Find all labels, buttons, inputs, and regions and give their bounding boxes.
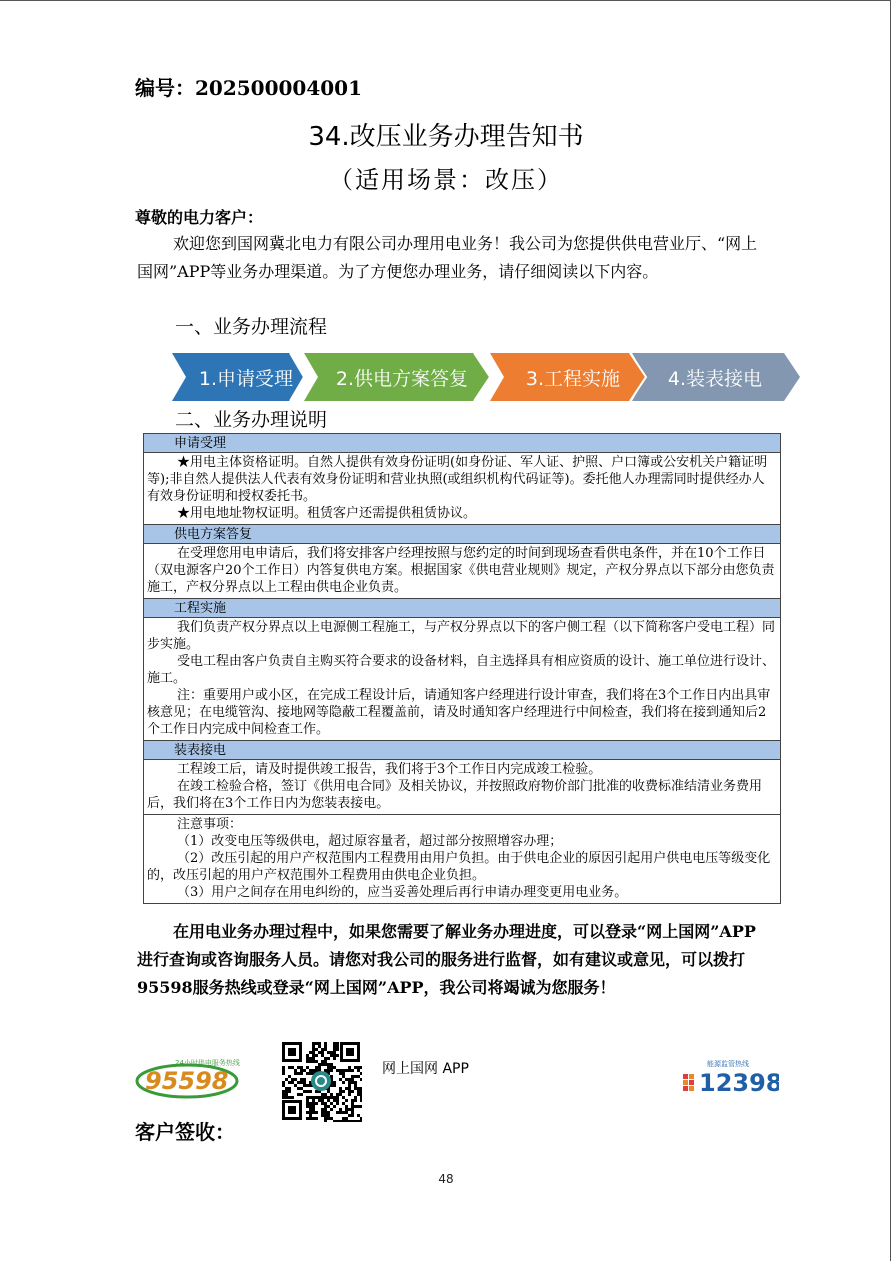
greeting: 尊敬的电力客户： [135, 208, 264, 227]
section-heading-process: 一、业务办理流程 [175, 316, 328, 338]
table-cell-notes [144, 815, 780, 903]
logo-95598-number: 95598 [145, 1067, 229, 1095]
table-header-apply: 申请受理 [144, 434, 780, 453]
table-line: （3）用户之间存在用电纠纷的，应当妥善处理后再行申请办理变更用电业务。 [177, 885, 628, 900]
table-header-meter: 装表接电 [144, 741, 780, 760]
logo-12398 [683, 1058, 779, 1096]
table-line: 在受理您用电申请后，我们将安排客户经理按照与您约定的时间到现场查看供电条件，并在10个工作日（双电源客户20个工作日）内答复供电方案。根据国家《供电营业规则》规定，产权分界点以下部分由您负责施工，产权分界点以上工程由供电企业负责。 [147, 546, 775, 595]
flow-step-meter: 4.装表接电 [667, 367, 763, 390]
table-line: 受电工程由客户负责自主购买符合要求的设备材料，自主选择具有相应资质的设计、施工单位进行设计、施工。 [147, 654, 776, 686]
logo-95598 [135, 1055, 245, 1100]
table-line: ★用电地址物权证明。租赁客户还需提供租赁协议。 [177, 506, 477, 521]
table-line: （1）改变电压等级供电，超过原容量者，超过部分按照增容办理； [177, 834, 563, 849]
flow-step-apply: 1.申请受理 [198, 367, 294, 390]
document-number: 编号：202500004001 [135, 76, 362, 100]
page-number: 48 [438, 1172, 454, 1186]
table-cell-construction [144, 618, 780, 741]
table-line: 我们负责产权分界点以上电源侧工程施工，与产权分界点以下的客户侧工程（以下简称客户受电工程）同步实施。 [147, 620, 776, 652]
logo-95598-tag: 24小时供电服务热线 [175, 1059, 240, 1067]
table-line: 注：重要用户或小区，在完成工程设计后，请通知客户经理进行设计审查，我们将在3个工作日内出具审核意见；在电缆管沟、接地网等隐蔽工程覆盖前，请及时通知客户经理进行中间检查，我们将在接到通知后2个工作日内完成中间检查工作。 [147, 688, 771, 737]
process-flow [172, 353, 800, 401]
app-label: 网上国网 APP [382, 1061, 469, 1077]
intro-paragraph: 欢迎您到国网冀北电力有限公司办理用电业务！我公司为您提供供电营业厅、“网上国网”APP等业务办理渠道。为了方便您办理业务，请仔细阅读以下内容。 [137, 234, 758, 281]
table-header-construction: 工程实施 [144, 599, 780, 618]
table-line: 工程竣工后，请及时提供竣工报告，我们将于3个工作日内完成竣工检验。 [177, 762, 602, 777]
business-details-table [143, 433, 781, 904]
table-line: ★用电主体资格证明。自然人提供有效身份证明(如身份证、军人证、护照、户口簿或公安机关户籍证明等);非自然人提供法人代表有效身份证明和营业执照(或组织机构代码证等)。委托他人办理需同时提供经办人有效身份证明和授权委托书。 [147, 455, 768, 504]
table-header-scheme: 供电方案答复 [144, 525, 780, 544]
flow-step-scheme: 2.供电方案答复 [335, 367, 469, 390]
section-heading-details: 二、业务办理说明 [175, 409, 328, 431]
table-line: 在竣工检验合格，签订《供用电合同》及相关协议，并按照政府物价部门批准的收费标准结清业务费用后，我们将在3个工作日内为您装表接电。 [147, 779, 763, 811]
logo-12398-tag: 能源监管热线 [707, 1060, 749, 1068]
closing-paragraph: 在用电业务办理过程中，如果您需要了解业务办理进度，可以登录“网上国网”APP进行查询或咨询服务人员。请您对我公司的服务进行监督，如有建议或意见，可以拨打95598服务热线或登录“网上国网”APP，我公司将竭诚为您服务！ [137, 922, 756, 997]
table-line: （2）改压引起的用户产权范围内工程费用由用户负担。由于供电企业的原因引起用户供电电压等级变化的，改压引起的用户产权范围外工程费用由供电企业负担。 [147, 851, 771, 883]
flow-step-construction: 3.工程实施 [525, 367, 621, 390]
qr-code-icon [280, 1040, 362, 1122]
customer-signature-label: 客户签收： [135, 1120, 235, 1144]
table-cell-scheme [144, 544, 780, 599]
page-subtitle: （适用场景：改压） [329, 166, 563, 194]
page-title: 34.改压业务办理告知书 [308, 122, 584, 152]
logo-12398-number: 12398 [699, 1069, 779, 1096]
table-line: 注意事项： [177, 817, 243, 832]
table-cell-meter [144, 760, 780, 815]
table-cell-apply [144, 453, 780, 525]
